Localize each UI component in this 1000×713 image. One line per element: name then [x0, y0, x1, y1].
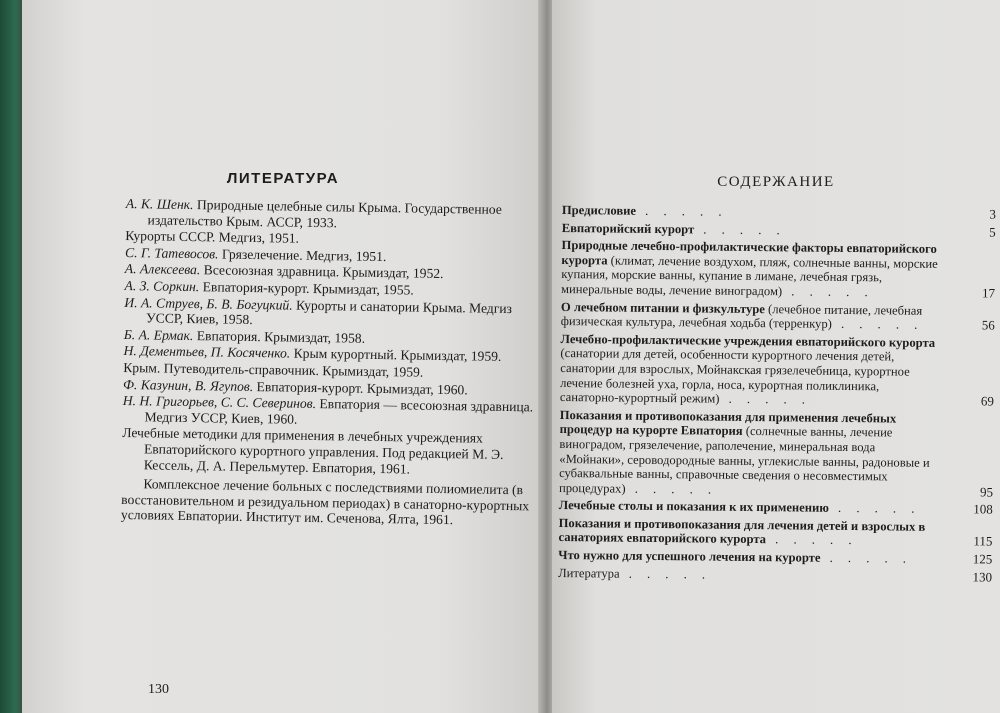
toc-item	[558, 498, 993, 517]
toc-dot-leader: . . . . .	[765, 532, 858, 548]
bibliography-entry	[124, 295, 540, 333]
toc-page-number: 5	[989, 224, 996, 240]
toc-item-title: Показания и противопоказания для лечения детей и взрослых в санаториях евпаторийского курорта	[558, 515, 926, 547]
entry-author: А. К. Шенк.	[125, 196, 194, 213]
toc-dot-leader: . . . . .	[782, 284, 874, 300]
bibliography-entry	[126, 196, 542, 234]
entry-author: А. З. Соркин.	[124, 277, 200, 295]
contents-heading: СОДЕРЖАНИЕ	[717, 174, 835, 190]
toc-page-number: 95	[979, 484, 994, 500]
entry-text: Евпатория-курорт. Крымиздат, 1955.	[202, 279, 414, 298]
entry-text: Курорты СССР. Медгиз, 1951.	[125, 228, 300, 246]
toc-item	[558, 548, 993, 567]
literature-heading: ЛИТЕРАТУРА	[226, 170, 340, 187]
entry-author: Б. А. Ермак.	[123, 326, 194, 343]
bibliography-entry	[122, 425, 539, 478]
toc-page-number: 115	[973, 533, 993, 549]
entry-author: Н. Н. Григорьев, С. С. Северинов.	[122, 393, 317, 412]
toc-item	[561, 238, 996, 301]
entry-text: Крым курортный. Крымиздат, 1959.	[293, 345, 502, 365]
toc-page-number: 108	[973, 501, 993, 517]
toc-item-title: Показания и противопоказания для применения лечебных процедур на курорте Евпатория	[559, 407, 897, 439]
entry-author: И. А. Струев, Б. В. Богуцкий.	[124, 294, 293, 313]
toc-page-number: 125	[972, 551, 993, 567]
entry-author: Ф. Казунин, В. Ягупов.	[122, 376, 254, 394]
toc-dot-leader: . . . . .	[619, 566, 712, 582]
entry-text: Лечебные методики для применения в лечебных учреждениях Евпаторийского курортного управления. Под редакцией М. Э. Кессель, Д. А. Перельмутер. Евпатория, 1961.	[122, 425, 504, 476]
toc-page-number: 69	[980, 393, 995, 409]
entry-text: Природные целебные силы Крыма. Государственное издательство Крым. АССР, 1933.	[147, 197, 502, 230]
toc-dot-leader: . . . . .	[635, 203, 728, 219]
entry-text: Крым. Путеводитель-справочник. Крымиздат, 1959.	[123, 359, 424, 380]
toc-item-title: Предисловие	[561, 203, 637, 218]
toc-item-title: Евпаторийский курорт	[561, 220, 695, 236]
toc-item	[558, 565, 993, 585]
right-page	[552, 0, 1000, 713]
toc-item-title: Лечебно-профилактические учреждения евпаторийского курорта	[560, 331, 936, 350]
toc-page-number: 130	[972, 568, 993, 585]
bibliography-paragraph: Комплексное лечение больных с последствиями полиомиелита (в восстановительном и резидуальном периодах) в санаторно-курортных условиях Евпатории. Институт им. Сеченова, Ялта, 1961.	[120, 476, 530, 528]
bibliography-list	[121, 196, 542, 530]
table-of-contents	[558, 203, 996, 587]
toc-item-title: Что нужно для успешного лечения на курорте	[558, 548, 821, 565]
entry-text: Всесоюзная здравница. Крымиздат, 1952.	[203, 262, 444, 282]
toc-item	[558, 515, 993, 549]
entry-author: Н. Дементьев, П. Косяченко.	[123, 343, 291, 361]
entry-author: А. Алексеева.	[124, 261, 201, 278]
entry-text: Курорты и санатории Крыма. Медгиз УССР, Киев, 1958.	[145, 297, 513, 328]
page-number: 130	[148, 682, 169, 697]
entry-author: С. Г. Татевосов.	[124, 244, 219, 262]
toc-item	[561, 220, 996, 240]
toc-item	[561, 203, 996, 222]
toc-item	[560, 299, 995, 333]
toc-item	[559, 331, 995, 409]
entry-text: Евпатория-курорт. Крымиздат, 1960.	[256, 378, 468, 397]
bibliography-entry	[122, 393, 538, 431]
toc-item-title: Природные лечебно-профилактические факторы евпаторийского курорта	[561, 238, 937, 268]
toc-item-description: (климат, лечение воздухом, пляж, солнечные ванны, морские купания, морские ванны, купание в лимане, лечебная грязь, минеральные воды, лечение виноградом)	[561, 253, 938, 299]
toc-item-description: (солнечные ванны, лечение виноградом, грязелечение, раполечение, минеральная вода «Мойнаки», сероводородные ванны, углекислые ванны, радоновые и субаквальные ванны, справочные сведения о несовместимых процедурах)	[558, 424, 930, 496]
toc-page-number: 17	[982, 285, 996, 301]
entry-text: Грязелечение. Медгиз, 1951.	[221, 246, 387, 264]
toc-page-number: 56	[981, 317, 995, 333]
toc-dot-leader: . . . . .	[820, 550, 913, 566]
toc-item-description: (лечебное питание, лечебная физическая культура, лечебная ходьба (терренкур)	[560, 301, 923, 331]
toc-item-description: Литература	[558, 565, 620, 581]
toc-dot-leader: . . . . .	[625, 481, 718, 497]
toc-page-number: 3	[989, 206, 996, 222]
toc-item	[558, 407, 994, 500]
toc-item-description: (санатории для детей, особенности курортного лечения детей, санатории для взрослых, Мойнакская грязелечебница, курортное лечение болезней уха, горла, носа, курортная поликлиника, санаторно-курортный режим)	[559, 346, 910, 406]
entry-text: Евпатория. Крымиздат, 1958.	[196, 327, 366, 346]
toc-item-title: О лечебном питании и физкультуре	[560, 299, 766, 316]
toc-dot-leader: . . . . .	[719, 391, 812, 407]
toc-dot-leader: . . . . .	[828, 501, 921, 517]
toc-dot-leader: . . . . .	[831, 316, 924, 332]
toc-dot-leader: . . . . .	[694, 221, 786, 237]
left-page	[22, 0, 544, 713]
toc-item-title: Лечебные столы и показания к их применению	[558, 498, 830, 516]
entry-text: Евпатория — всесоюзная здравница. Медгиз УССР, Киев, 1960.	[144, 396, 534, 427]
